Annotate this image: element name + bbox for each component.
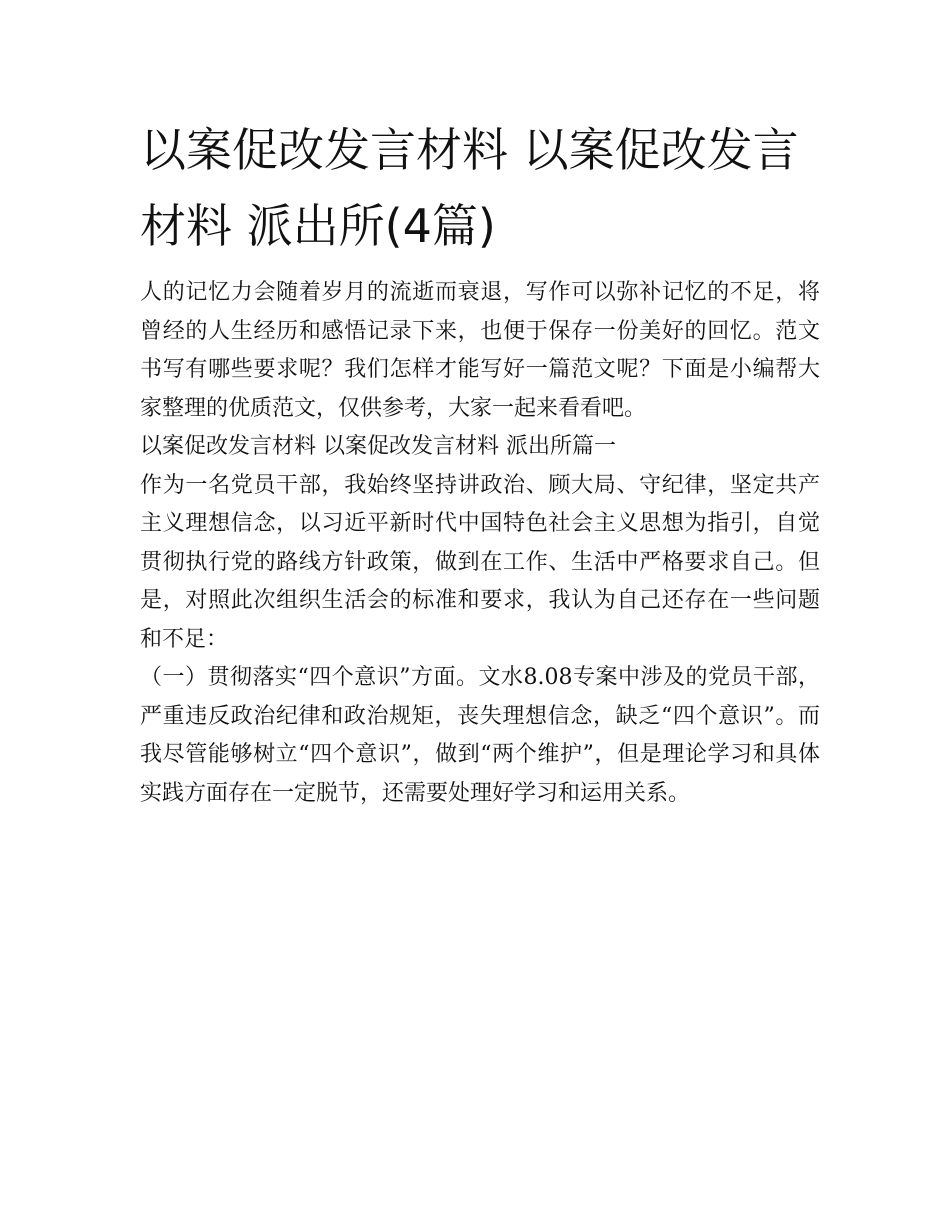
body-paragraph-1: 作为一名党员干部，我始终坚持讲政治、顾大局、守纪律，坚定共产主义理想信念，以习近平新时代中国特色社会主义思想为指引，自觉贯彻执行党的路线方针政策，做到在工作、生活中严格要求自己。但是，对照此次组织生活会的标准和要求，我认为自己还存在一些问题和不足： xyxy=(140,472,820,652)
document-page xyxy=(140,112,820,813)
intro-paragraph: 人的记忆力会随着岁月的流逝而衰退，写作可以弥补记忆的不足，将曾经的人生经历和感悟记录下来，也便于保存一份美好的回忆。范文书写有哪些要求呢？我们怎样才能写好一篇范文呢？下面是小编帮大家整理的优质范文，仅供参考，大家一起来看看吧。 xyxy=(140,280,820,421)
body-paragraph-2: （一）贯彻落实“四个意识”方面。文水8.08专案中涉及的党员干部，严重违反政治纪律和政治规矩，丧失理想信念，缺乏“四个意识”。而我尽管能够树立“四个意识”，做到“两个维护”，但是理论学习和具体实践方面存在一定脱节，还需要处理好学习和运用关系。 xyxy=(140,665,820,806)
section-heading: 以案促改发言材料 以案促改发言材料 派出所篇一 xyxy=(140,434,616,459)
document-title: 以案促改发言材料 以案促改发言材料 派出所(4篇) xyxy=(140,123,799,253)
